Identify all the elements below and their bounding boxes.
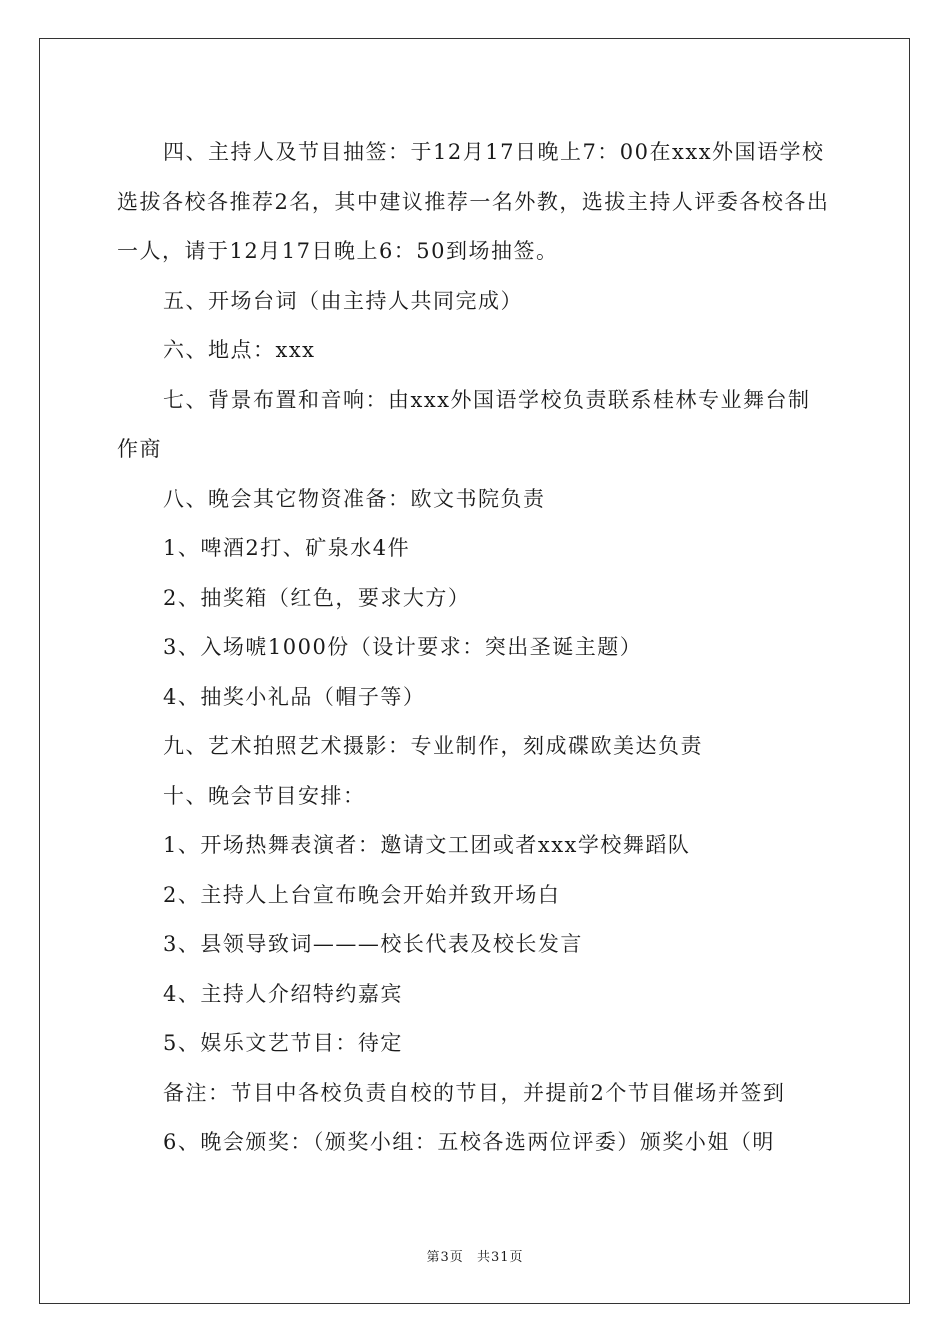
paragraph-program-schedule: 十、晚会节目安排：: [163, 783, 366, 808]
paragraph-photography: 九、艺术拍照艺术摄影：专业制作，刻成碟欧美达负责: [163, 734, 703, 758]
document-body: [117, 128, 833, 1168]
paragraph-location: 六、地点：xxx: [163, 338, 316, 362]
list-item: 4、抽奖小礼品（帽子等）: [163, 684, 426, 709]
list-item: 6、晚会颁奖：（颁奖小组：五校各选两位评委）颁奖小姐（明: [163, 1130, 775, 1154]
list-item: 2、主持人上台宣布晚会开始并致开场白: [163, 882, 561, 907]
list-item: 1、开场热舞表演者：邀请文工团或者xxx学校舞蹈队: [163, 833, 691, 857]
page-footer: [0, 1246, 950, 1265]
paragraph-note: 备注：节目中各校负责自校的节目，并提前2个节目催场并签到: [163, 1080, 786, 1105]
paragraph-host-selection: 四、主持人及节目抽签：于12月17日晚上7：00在xxx外国语学校选拔各校各推荐2名，其中建议推荐一名外教，选拔主持人评委各校各出一人，请于12月17日晚上6：50到场抽签。: [117, 140, 830, 263]
list-item: 3、入场唬1000份（设计要求：突出圣诞主题）: [163, 635, 643, 659]
list-item: 2、抽奖箱（红色，要求大方）: [163, 585, 471, 610]
page-total: 共31页: [476, 1250, 524, 1265]
list-item: 1、啤酒2打、矿泉水4件: [163, 536, 411, 560]
list-item: 4、主持人介绍特约嘉宾: [163, 981, 403, 1006]
list-item: 3、县领导致词———校长代表及校长发言: [163, 932, 583, 956]
paragraph-opening-lines: 五、开场台词（由主持人共同完成）: [163, 288, 523, 313]
page-number: 第3页: [426, 1250, 464, 1265]
paragraph-stage-audio: 七、背景布置和音响：由xxx外国语学校负责联系桂林专业舞台制作商: [117, 387, 811, 461]
paragraph-supplies: 八、晚会其它物资准备：欧文书院负责: [163, 486, 546, 511]
list-item: 5、娱乐文艺节目：待定: [163, 1031, 403, 1055]
